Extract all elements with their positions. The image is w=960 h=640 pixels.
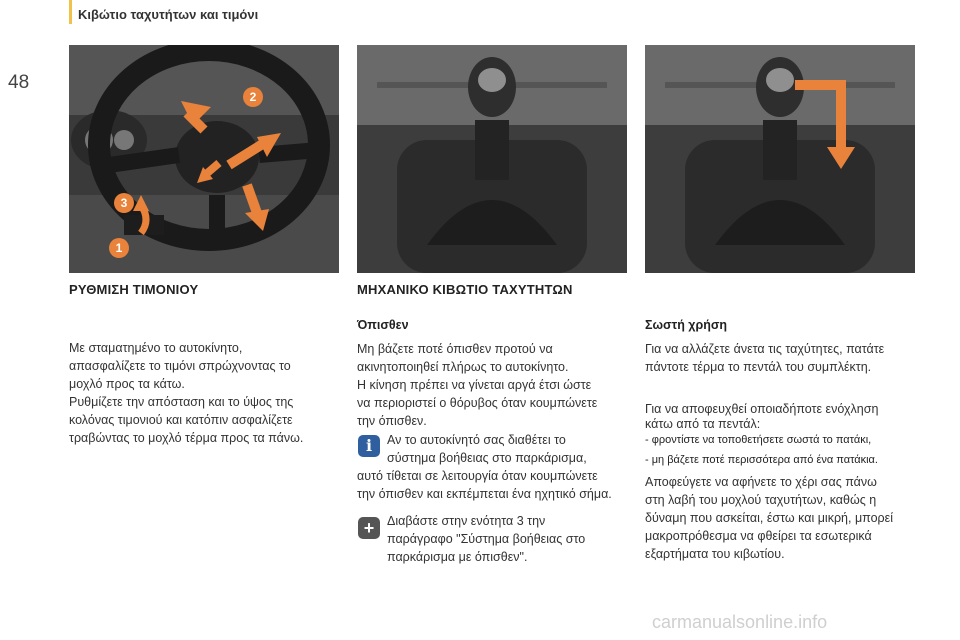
see-also-line: παράγραφο "Σύστημα βοήθειας στο (387, 532, 586, 546)
reverse-body (357, 340, 632, 430)
correct-use-line: εξαρτήματα του κιβωτίου. (645, 547, 785, 561)
see-also-line: Διαβάστε στην ενότητα 3 την (387, 514, 546, 528)
header-accent-bar (69, 0, 72, 24)
callout-1: 1 (109, 238, 129, 258)
info-line: την όπισθεν και εκπέμπεται ένα ηχητικό σήμα. (357, 487, 612, 501)
reverse-line: Η κίνηση πρέπει να γίνεται αργά έτσι ώστε (357, 378, 592, 392)
steering-line: απασφαλίζετε το τιμόνι σπρώχνοντας το (69, 359, 291, 373)
gearbox-title: ΜΗΧΑΝΙΚΟ ΚΙΒΩΤΙΟ ΤΑΧΥΤΗΤΩΝ (357, 282, 573, 297)
steering-line: Ρυθμίζετε την απόσταση και το ύψος της (69, 395, 294, 409)
steering-body (69, 339, 339, 447)
info-note-tail (357, 467, 632, 503)
reverse-line: ακινητοποιηθεί πλήρως το αυτοκίνητο. (357, 360, 569, 374)
info-line: αυτό τίθεται σε λειτουργία όταν κουμπώνετε (357, 469, 598, 483)
correct-use-line: μακροπρόθεσμα να φθείρει τα εσωτερικά (645, 529, 872, 543)
correct-use-line: Για να αποφευχθεί οποιαδήποτε ενόχληση (645, 402, 879, 416)
see-also-note (387, 512, 637, 566)
bullet-item: - φροντίστε να τοποθετήσετε σωστά το πατάκι, (645, 434, 872, 446)
plus-icon: + (358, 517, 380, 539)
gearbox-photo-reverse-down (645, 45, 915, 273)
correct-use-bullets (645, 434, 878, 474)
reverse-title: Όπισθεν (357, 318, 409, 332)
page-number-wrap (8, 72, 32, 112)
watermark: carmanualsonline.info (652, 612, 828, 632)
correct-use-line: Για να αλλάζετε άνετα τις ταχύτητες, πατάτε (645, 342, 885, 356)
steering-line: μοχλό προς τα κάτω. (69, 377, 185, 391)
callout-2: 2 (243, 87, 263, 107)
steering-line: Με σταματημένο το αυτοκίνητο, (69, 341, 243, 355)
correct-use-line: πάντοτε τέρμα το πεντάλ του συμπλέκτη. (645, 360, 872, 374)
correct-use-p3 (645, 473, 935, 563)
correct-use-line: Αποφεύγετε να αφήνετε το χέρι σας πάνω (645, 475, 877, 489)
correct-use-line: στη λαβή του μοχλού ταχυτήτων, καθώς η (645, 493, 877, 507)
steering-wheel-photo (69, 45, 339, 273)
reverse-line: να περιοριστεί ο θόρυβος όταν κουμπώνετε (357, 396, 598, 410)
correct-use-p2 (645, 402, 935, 432)
correct-use-title: Σωστή χρήση (645, 318, 728, 332)
correct-use-line: κάτω από τα πεντάλ: (645, 417, 761, 431)
gearbox-photo-reverse-lift (357, 45, 627, 273)
page-number: 48 (8, 72, 30, 93)
info-note-head (387, 431, 637, 467)
bullet-item: - μη βάζετε ποτέ περισσότερα από ένα πατάκια. (645, 454, 878, 466)
info-icon: i (358, 435, 380, 457)
page-header: Κιβώτιο ταχυτήτων και τιμόνι (78, 7, 259, 22)
see-also-line: παρκάρισμα με όπισθεν". (387, 550, 528, 564)
reverse-line: την όπισθεν. (357, 414, 427, 428)
steering-title: ΡΥΘΜΙΣΗ ΤΙΜΟΝΙΟΥ (69, 282, 199, 297)
info-line: Αν το αυτοκίνητό σας διαθέτει το (387, 433, 566, 447)
steering-line: τραβώντας το μοχλό τέρμα προς τα πάνω. (69, 431, 304, 445)
correct-use-line: δύναμη που ασκείται, έστω και μικρή, μπορεί (645, 511, 894, 525)
correct-use-p1 (645, 340, 935, 376)
info-line: σύστημα βοήθειας στο παρκάρισμα, (387, 451, 587, 465)
reverse-line: Μη βάζετε ποτέ όπισθεν προτού να (357, 342, 553, 356)
callout-3: 3 (114, 193, 134, 213)
steering-line: κολόνας τιμονιού και κατόπιν ασφαλίζετε (69, 413, 293, 427)
